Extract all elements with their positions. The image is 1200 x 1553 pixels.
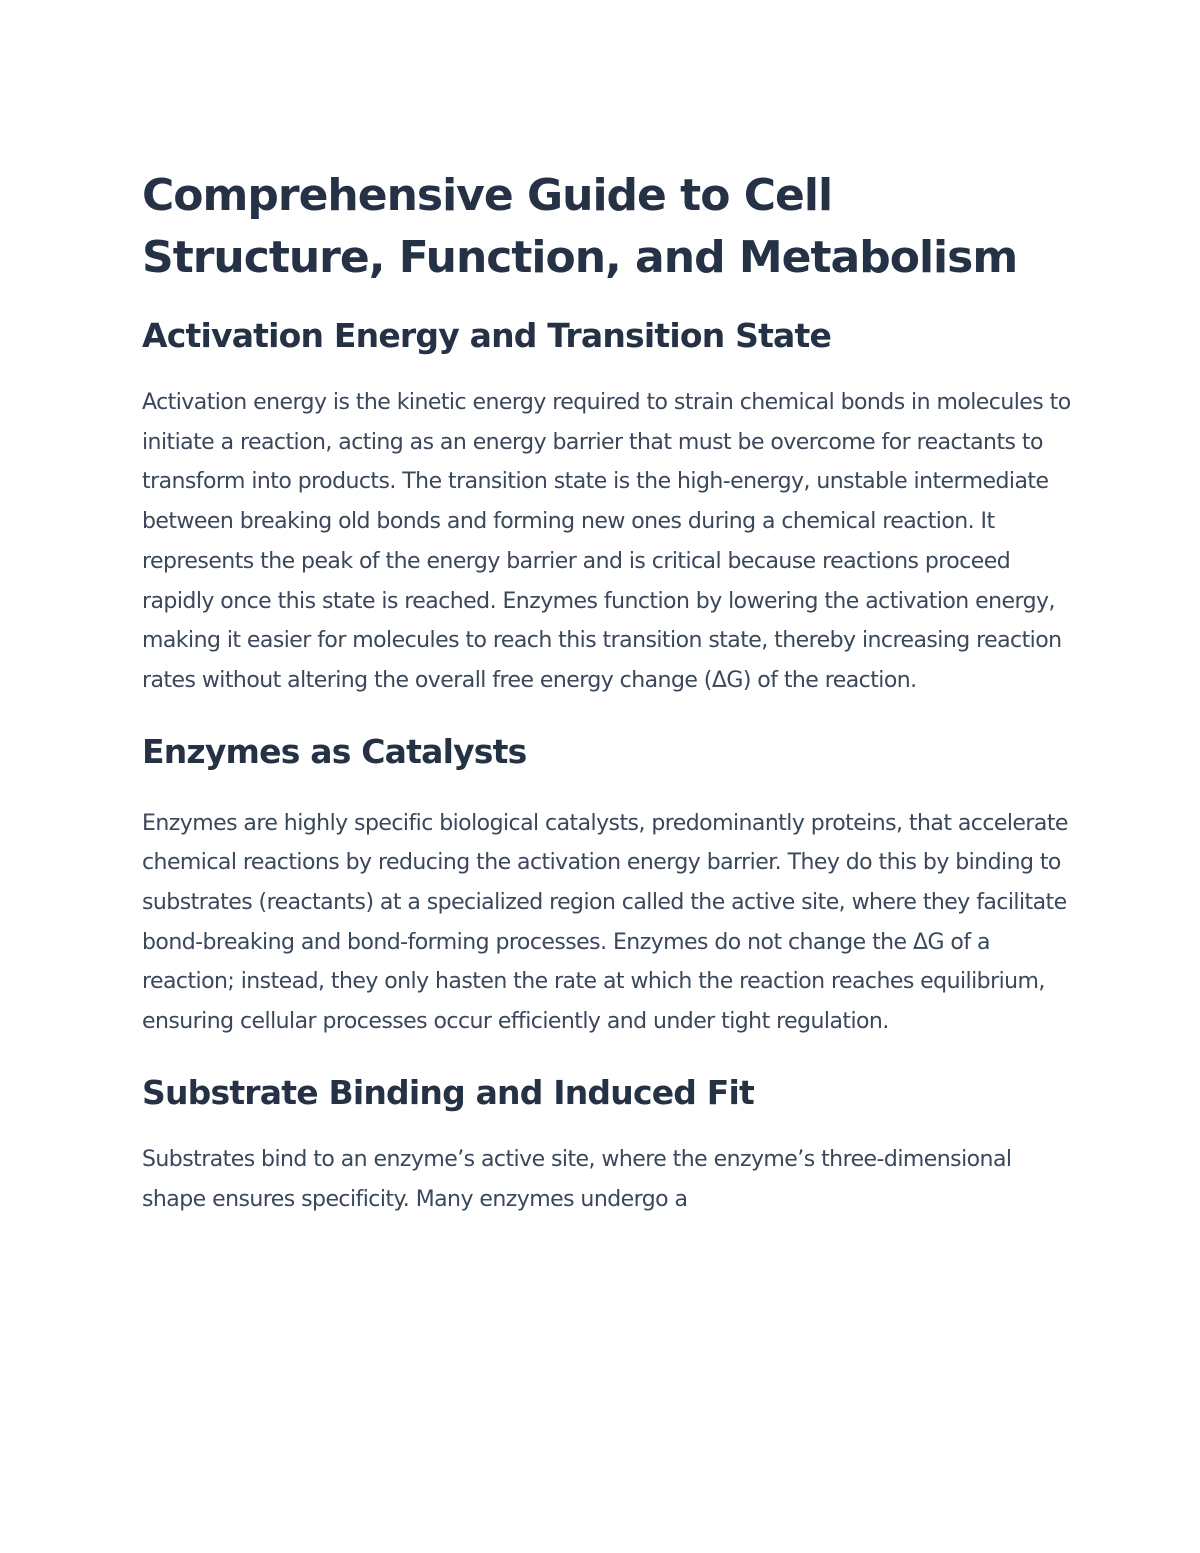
document-page xyxy=(142,165,1072,1219)
document-title: Comprehensive Guide to Cell Structure, Function, and Metabolism xyxy=(142,170,1018,283)
section-body-enzymes-catalysts: Enzymes are highly specific biological catalysts, predominantly proteins, that accelerate chemical reactions by reducing the activation energy barrier. They do this by binding to substrates (reactants) at a specialized region called the active site, where they facilitate bond-breaking and bond-forming processes. Enzymes do not change the ΔG of a reaction; instead, they only hasten the rate at which the reaction reaches equilibrium, ensuring cellular processes occur efficiently and under tight regulation. xyxy=(142,810,1068,1035)
section-heading-activation-energy: Activation Energy and Transition State xyxy=(142,316,832,355)
section-body-activation-energy: Activation energy is the kinetic energy required to strain chemical bonds in molecules to initiate a reaction, acting as an energy barrier that must be overcome for reactants to transform into products. The transition state is the high-energy, unstable intermediate between breaking old bonds and forming new ones during a chemical reaction. It represents the peak of the energy barrier and is critical because reactions proceed rapidly once this state is reached. Enzymes function by lowering the activation energy, making it easier for molecules to reach this transition state, thereby increasing reaction rates without altering the overall free energy change (ΔG) of the reaction. xyxy=(142,390,1071,693)
section-body-substrate-binding: Substrates bind to an enzyme’s active site, where the enzyme’s three-dimensional shape ensures specificity. Many enzymes undergo a xyxy=(142,1146,1012,1212)
section-heading-enzymes-catalysts: Enzymes as Catalysts xyxy=(142,731,527,771)
section-heading-substrate-binding: Substrate Binding and Induced Fit xyxy=(142,1072,755,1112)
